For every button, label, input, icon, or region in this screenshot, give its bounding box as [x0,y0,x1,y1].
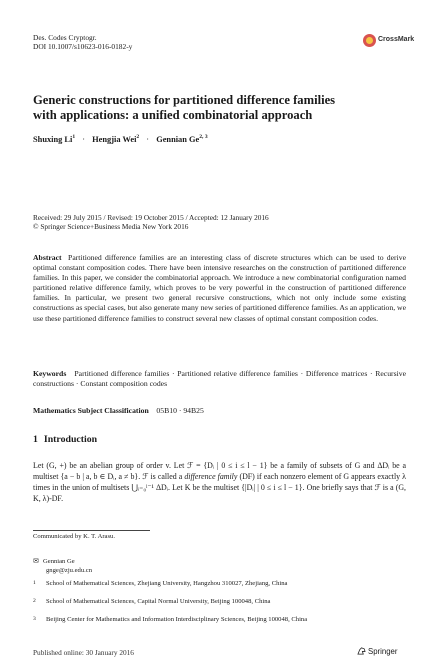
author-list [33,134,208,144]
springer-logo[interactable] [357,647,397,656]
affiliation-number: 3 [33,616,36,622]
history-dates: Received: 29 July 2015 / Revised: 19 October 2015 / Accepted: 12 January 2016 [33,213,269,222]
crossmark-label: CrossMark [378,36,415,43]
abstract-text: Partitioned difference families are an interesting class of discrete structures which can be used to derive optimal constant composition codes. There have been intensive researches on the construction of partitioned difference families. In this paper, we consider the combinatorial approach. We introduce a new combinatorial configuration named partitioned relative difference family, which proves to be very powerful in the construction of partitioned difference families. In particular, we present two general recursive constructions, which not only include some existing constructions as special cases, but also generate many new series of partitioned difference families. As an application, we use these partitioned difference families to construct several new classes of optimal constant composition codes. [33,253,407,323]
abstract [33,253,406,324]
author-name[interactable]: Gennian Ge [156,134,200,144]
intro-text-part1: Let (G, +) be an abelian group of order v. Let ℱ = {Dᵢ | 0 ≤ i ≤ l − 1} be a family of subsets of G and ΔDᵢ be a multiset {a − b | a, b ∈ Dᵢ, a ≠ b}. ℱ is called a [33,461,406,481]
abstract-label: Abstract [33,253,62,262]
journal-header [33,33,132,51]
intro-paragraph [33,461,406,505]
publisher-name: Springer [368,647,398,656]
keywords-label: Keywords [33,369,67,378]
corresponding-author [33,557,92,576]
footnote-rule [33,530,150,531]
affiliation-number: 1 [33,580,36,586]
affiliation-text: School of Mathematical Sciences, Capital Normal University, Beijing 100048, China [46,598,271,605]
term-difference-family: difference family [184,471,238,481]
contact-email[interactable]: gnge@zju.edu.cn [46,566,92,574]
keywords-text: Partitioned difference families · Partitioned relative difference families · Difference matrices · Recursive constructions · Constant composition codes [33,369,407,389]
intro-text-part2: (DF) if each nonzero element of G appears exactly λ times in the union of multisets ⋃ᵢ₌₀ˡ⁻¹ ΔDᵢ. Let K be the multiset {|Dᵢ| | 0 ≤ i ≤ l − 1}. One briefly says that ℱ is a (G, K, λ)-DF. [33,471,406,503]
crossmark-badge[interactable] [363,34,415,48]
publication-dates [33,213,413,232]
affiliation [33,616,413,625]
author-name[interactable]: Hengjia Wei [92,134,137,144]
section-number: 1 [33,434,38,445]
author-affil-ref: 1 [72,134,76,140]
title-line-1: Generic constructions for partitioned difference families [33,93,336,107]
affiliation [33,598,413,607]
author-affil-ref: 2, 3 [199,134,208,140]
doi[interactable]: DOI 10.1007/s10623-016-0182-y [33,42,133,51]
msc-classification [33,406,204,415]
author-separator: · [82,134,86,144]
communicated-by: Communicated by K. T. Arasu. [33,533,115,540]
journal-name: Des. Codes Cryptogr. [33,33,97,42]
paper-title [33,93,403,123]
author-name[interactable]: Shuxing Li [33,134,73,144]
crossmark-icon [363,34,376,47]
section-heading [33,434,97,445]
msc-codes: 05B10 · 94B25 [156,406,204,415]
affiliation-text: Beijing Center for Mathematics and Information Interdisciplinary Sciences, Beijing 100048, China [46,616,308,623]
affiliation-number: 2 [33,598,36,604]
springer-horse-icon [357,647,366,655]
contact-name: Gennian Ge [43,558,75,565]
envelope-icon: ✉ [33,557,39,565]
msc-label: Mathematics Subject Classification [33,406,149,415]
section-title: Introduction [43,434,98,445]
affiliation-text: School of Mathematical Sciences, Zhejiang University, Hangzhou 310027, Zhejiang, China [46,580,288,587]
affiliation [33,580,413,589]
author-affil-ref: 2 [136,134,140,140]
keywords [33,369,406,389]
title-line-2: with applications: a unified combinatorial approach [33,108,313,122]
copyright: © Springer Science+Business Media New York 2016 [33,222,189,232]
published-online: Published online: 30 January 2016 [33,648,134,657]
author-separator: · [146,134,150,144]
